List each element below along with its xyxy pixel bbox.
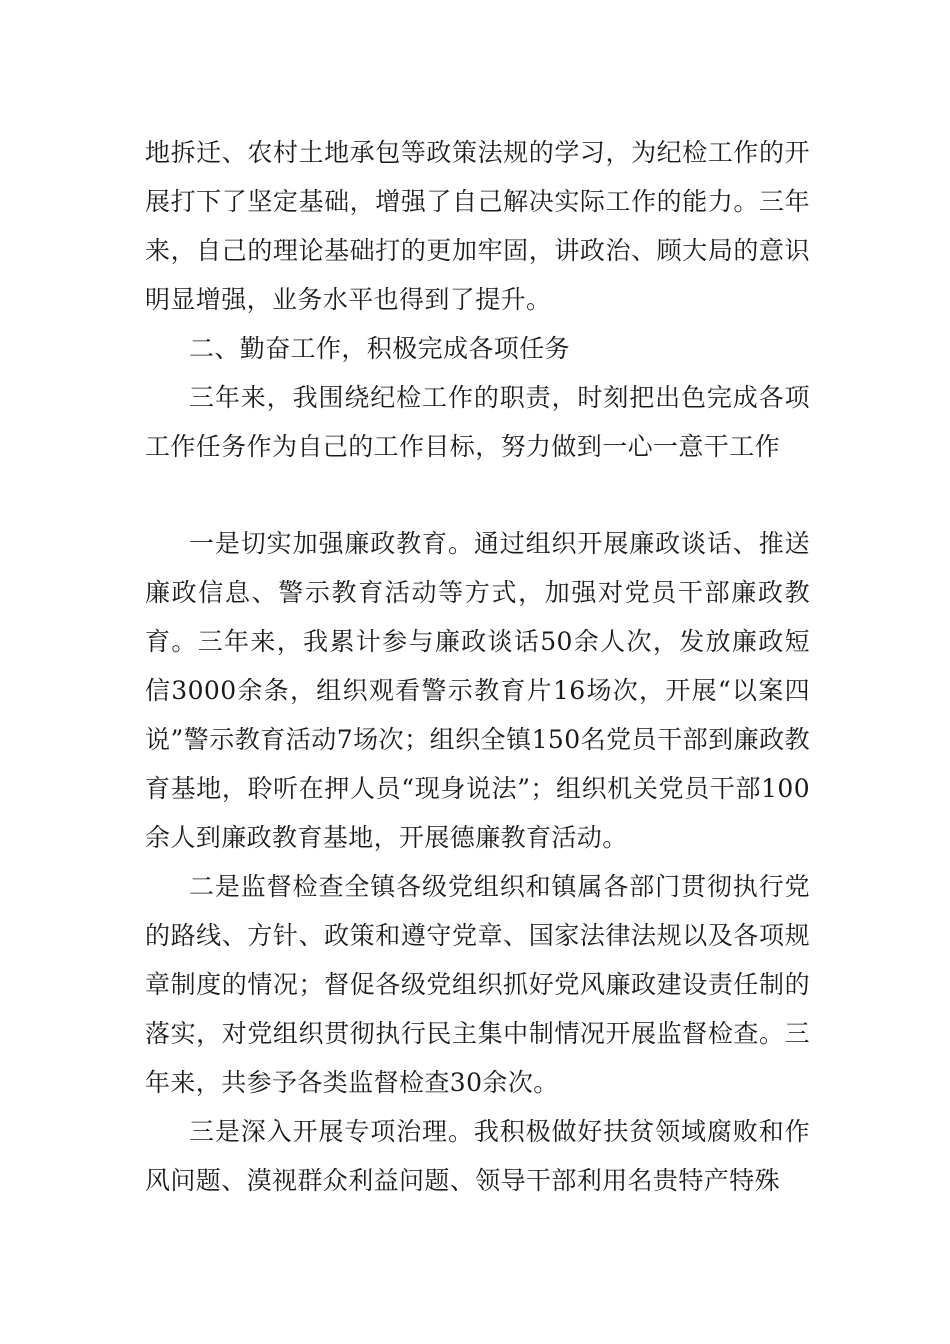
paragraph-work-intro: 三年来，我围绕纪检工作的职责，时刻把出色完成各项工作任务作为自己的工作目标，努力做到一心一意干工作 bbox=[145, 383, 810, 461]
paragraph-integrity-education: 一是切实加强廉政教育。通过组织开展廉政谈话、推送廉政信息、警示教育活动等方式，加强对党员干部廉政教育。三年来，我累计参与廉政谈话50余人次，发放廉政短信3000余条，组织观看警示教育片16场次，开展“以案四说”警示教育活动7场次；组织全镇150名党员干部到廉政教育基地，聆听在押人员“现身说法”；组织机关党员干部100余人到廉政教育基地，开展德廉教育活动。 bbox=[145, 529, 810, 852]
section-heading-work: 二、勤奋工作，积极完成各项任务 bbox=[189, 334, 571, 363]
document-body bbox=[145, 128, 810, 1205]
paragraph-special-governance: 三是深入开展专项治理。我积极做好扶贫领域腐败和作风问题、漠视群众利益问题、领导干部利用名贵特产特殊 bbox=[145, 1117, 810, 1195]
paragraph-study-continuation: 地拆迁、农村土地承包等政策法规的学习，为纪检工作的开展打下了坚定基础，增强了自己解决实际工作的能力。三年来，自己的理论基础打的更加牢固，讲政治、顾大局的意识明显增强，业务水平也得到了提升。 bbox=[145, 138, 810, 314]
paragraph-supervision-inspection: 二是监督检查全镇各级党组织和镇属各部门贯彻执行党的路线、方针、政策和遵守党章、国家法律法规以及各项规章制度的情况；督促各级党组织抓好党风廉政建设责任制的落实，对党组织贯彻执行民主集中制情况开展监督检查。三年来，共参予各类监督检查30余次。 bbox=[145, 872, 810, 1097]
paragraph-gap bbox=[145, 471, 810, 519]
